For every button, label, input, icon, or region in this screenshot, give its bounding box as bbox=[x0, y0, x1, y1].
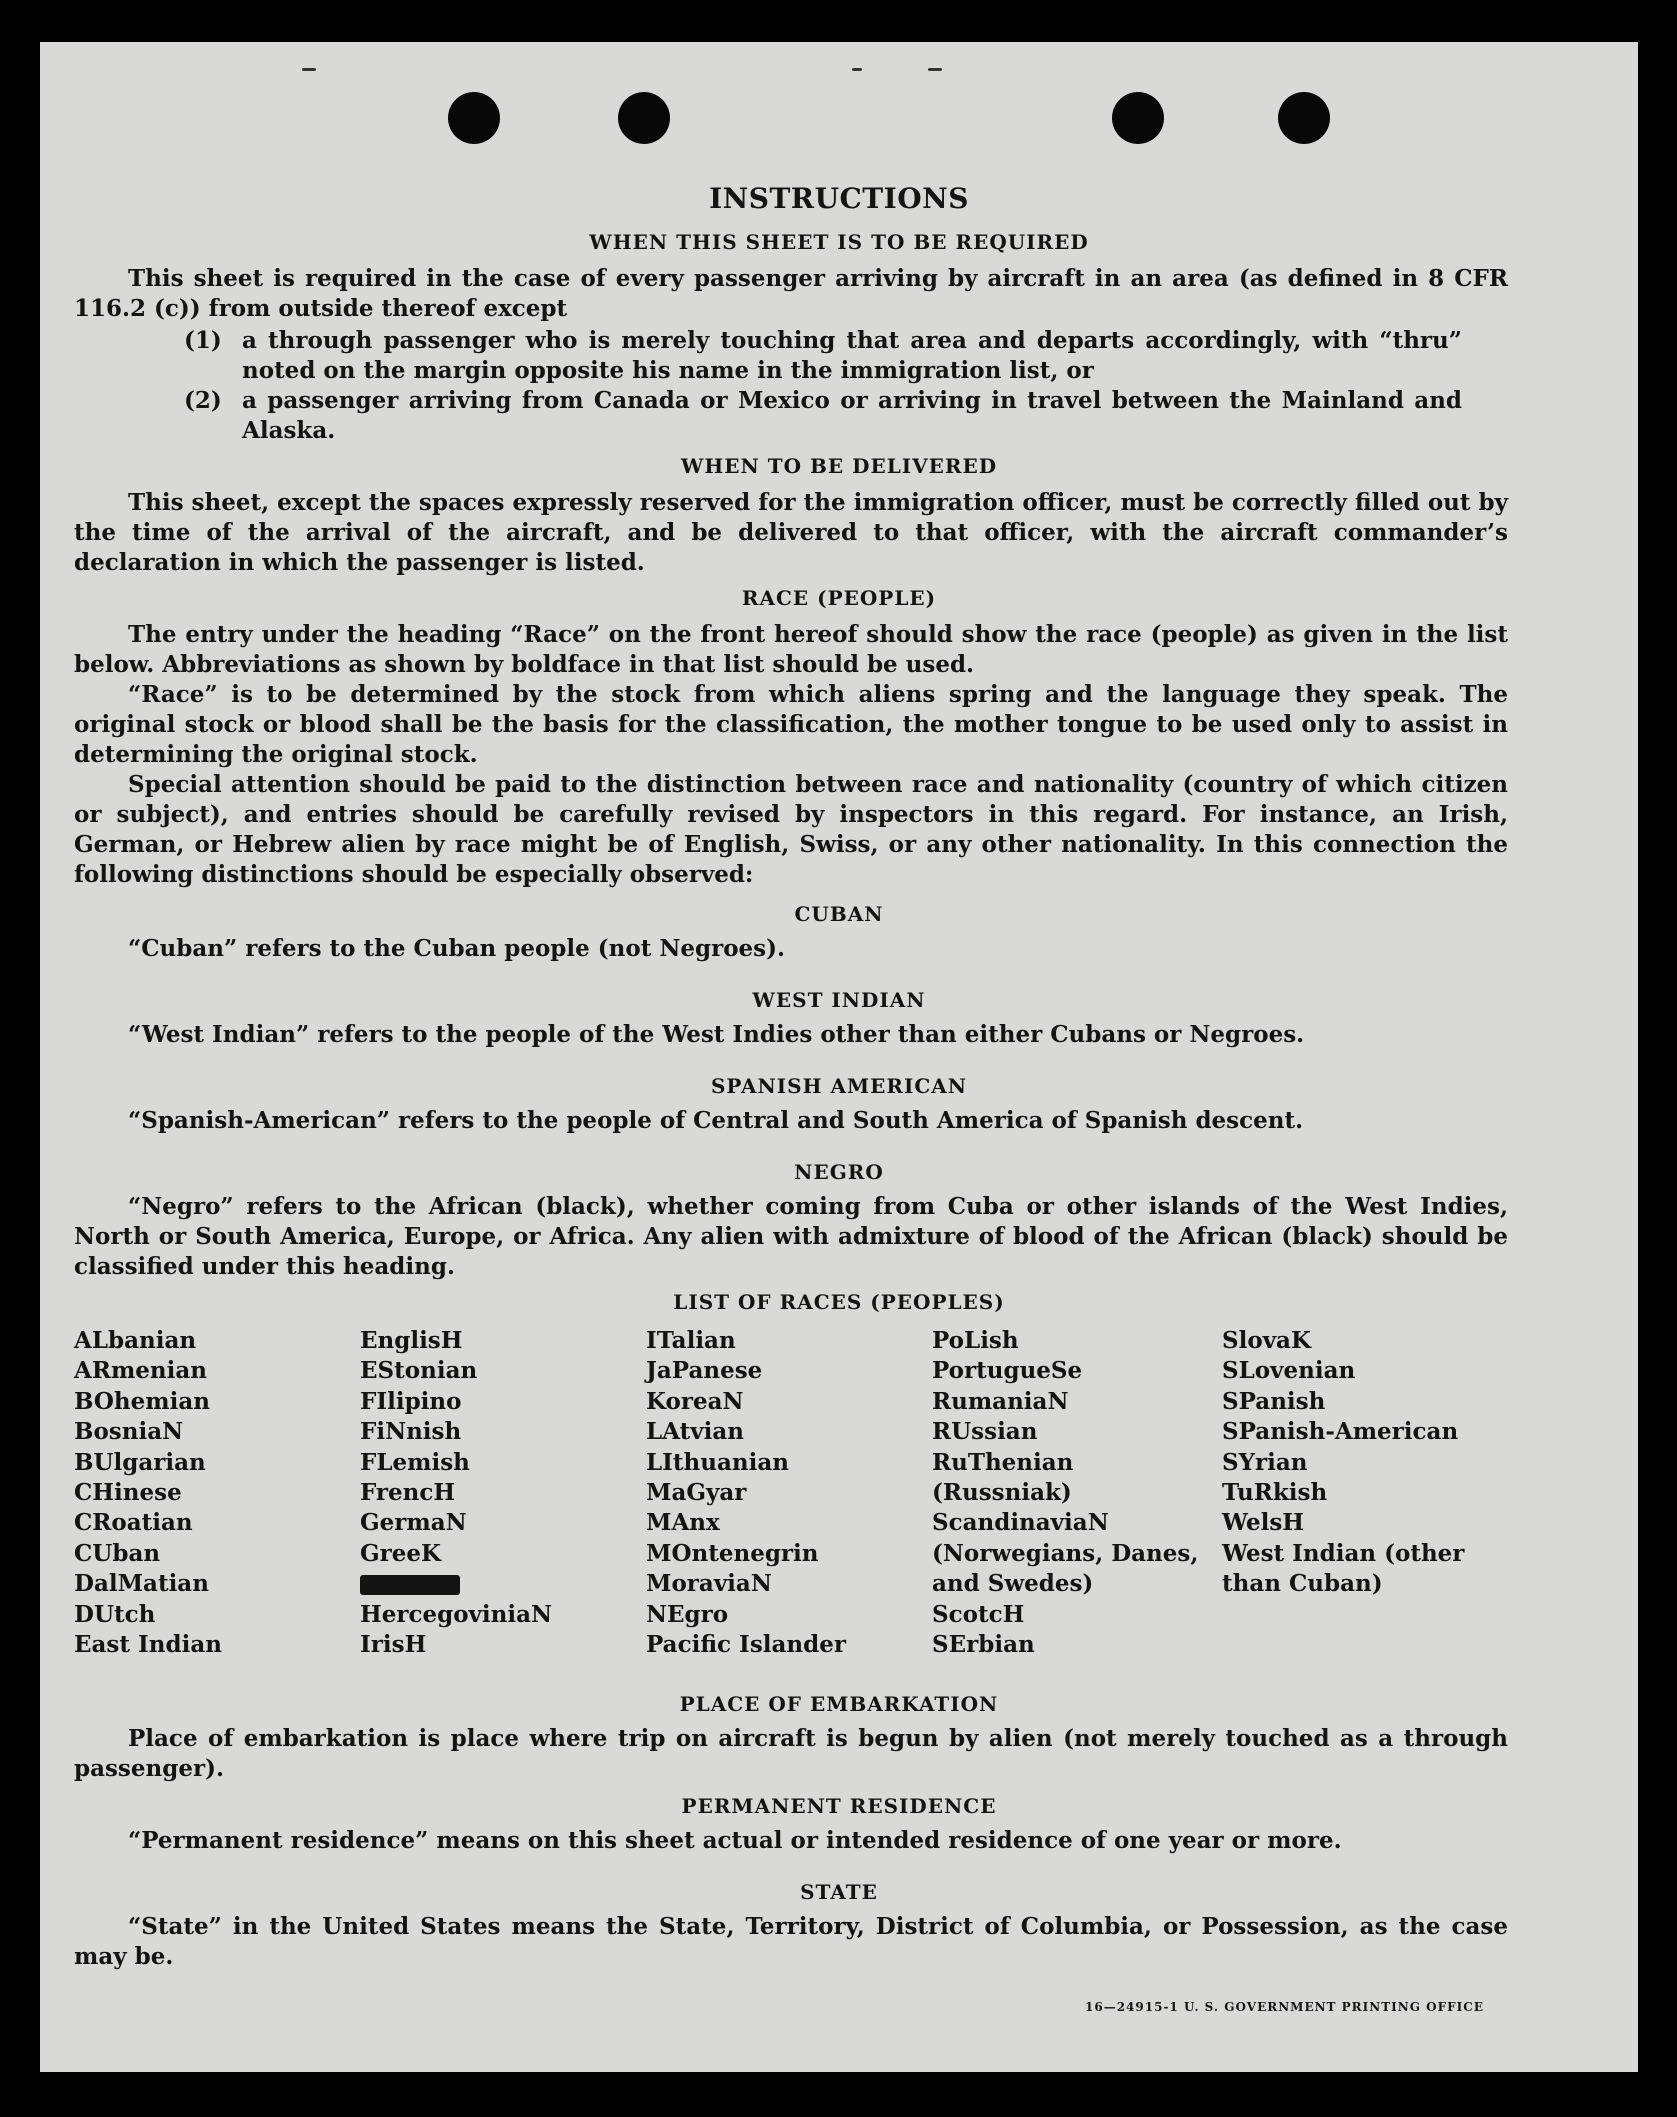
state-text: “State” in the United States means the State, Territory, District of Columbia, or Possession, as the case may be. bbox=[74, 1913, 1508, 1970]
residence-text: “Permanent residence” means on this sheet actual or intended residence of one year or more. bbox=[128, 1827, 1342, 1854]
race-entry: CRoatian bbox=[74, 1509, 193, 1537]
race-entry: RUssian bbox=[932, 1418, 1038, 1446]
race-entry: FrencH bbox=[360, 1479, 456, 1507]
embarkation-heading: PLACE OF EMBARKATION bbox=[679, 1692, 999, 1716]
embarkation-text: Place of embarkation is place where trip on aircraft is begun by alien (not merely touched as a through passenger). bbox=[74, 1725, 1508, 1782]
races-column-2 bbox=[360, 1326, 640, 1660]
race-entry: EStonian bbox=[360, 1357, 478, 1385]
race-entry: KoreaN bbox=[646, 1387, 744, 1415]
scan-mark bbox=[928, 68, 942, 71]
race-entry: GermaN bbox=[360, 1509, 467, 1537]
spanish-american-text: “Spanish-American” refers to the people of Central and South America of Spanish descent. bbox=[128, 1107, 1304, 1134]
west-indian-text: “West Indian” refers to the people of the West Indies other than either Cubans or Negroes. bbox=[128, 1021, 1305, 1048]
race-entry: RuThenian (Russniak) bbox=[932, 1448, 1074, 1507]
races-column-3 bbox=[646, 1326, 926, 1660]
exception-number: (1) bbox=[184, 327, 222, 354]
scan-mark bbox=[302, 68, 316, 71]
race-entry: LAtvian bbox=[646, 1418, 744, 1446]
instructions-heading: INSTRUCTIONS bbox=[709, 182, 969, 215]
race-entry: MOntenegrin bbox=[646, 1539, 819, 1567]
race-entry: ScotcH bbox=[932, 1600, 1025, 1628]
race-entry: WelsH bbox=[1222, 1509, 1305, 1537]
exception-number: (2) bbox=[184, 387, 222, 414]
when-required-heading: WHEN THIS SHEET IS TO BE REQUIRED bbox=[589, 230, 1089, 254]
redacted-entry bbox=[360, 1569, 640, 1599]
exception-text: a passenger arriving from Canada or Mexico or arriving in travel between the Mainland and Alaska. bbox=[242, 387, 1462, 444]
race-entry: ITalian bbox=[646, 1327, 736, 1354]
negro-heading: NEGRO bbox=[794, 1160, 884, 1184]
race-entry: PoLish bbox=[932, 1327, 1019, 1354]
cuban-heading: CUBAN bbox=[794, 902, 884, 926]
race-entry: BOhemian bbox=[74, 1387, 210, 1415]
race-entry: SPanish-American bbox=[1222, 1418, 1459, 1446]
race-entry: LIthuanian bbox=[646, 1448, 789, 1476]
state-heading: STATE bbox=[800, 1880, 878, 1904]
races-column-4 bbox=[932, 1326, 1202, 1660]
race-entry: MoraviaN bbox=[646, 1570, 772, 1598]
races-column-1 bbox=[74, 1326, 354, 1660]
residence-heading: PERMANENT RESIDENCE bbox=[681, 1794, 997, 1818]
negro-paragraph bbox=[74, 1192, 1508, 1282]
race-entry: SErbian bbox=[932, 1631, 1035, 1659]
punch-hole bbox=[1112, 92, 1164, 144]
punch-hole bbox=[448, 92, 500, 144]
race-entry: NEgro bbox=[646, 1600, 729, 1628]
race-entry: GreeK bbox=[360, 1539, 442, 1567]
race-entry: CUban bbox=[74, 1539, 161, 1567]
race-entry: HercegoviniaN bbox=[360, 1600, 553, 1628]
race-paragraph-1: The entry under the heading “Race” on the front hereof should show the race (people) as given in the list below. Abbreviations as shown by boldface in that list should be used. bbox=[74, 621, 1508, 678]
state-paragraph bbox=[74, 1912, 1508, 1972]
delivered-paragraph bbox=[74, 488, 1508, 578]
race-entry: DalMatian bbox=[74, 1570, 209, 1598]
race-entry: JaPanese bbox=[646, 1357, 763, 1385]
race-entry: BosniaN bbox=[74, 1418, 184, 1446]
race-entry: ScandinaviaN (Norwegians, Danes, and Swedes) bbox=[932, 1509, 1199, 1598]
race-entry: West Indian (other than Cuban) bbox=[1222, 1539, 1465, 1598]
race-entry: SYrian bbox=[1222, 1448, 1308, 1476]
exception-text: a through passenger who is merely touching that area and departs accordingly, with “thru” noted on the margin opposite his name in the immigration list, or bbox=[242, 327, 1462, 384]
spanish-american-paragraph bbox=[74, 1106, 1508, 1136]
when-delivered-heading: WHEN TO BE DELIVERED bbox=[680, 454, 998, 478]
punch-hole bbox=[618, 92, 670, 144]
race-entry: SLovenian bbox=[1222, 1357, 1356, 1385]
cuban-text: “Cuban” refers to the Cuban people (not Negroes). bbox=[128, 935, 786, 962]
required-intro bbox=[74, 264, 1508, 324]
race-paragraphs bbox=[74, 620, 1508, 890]
race-entry: FLemish bbox=[360, 1448, 470, 1476]
spanish-american-heading: SPANISH AMERICAN bbox=[710, 1074, 968, 1098]
delivered-text: This sheet, except the spaces expressly reserved for the immigration officer, must be correctly filled out by the time of the arrival of the aircraft, and be delivered to that officer, with the aircraft commander’s declaration in which the passenger is listed. bbox=[74, 489, 1508, 576]
race-heading: RACE (PEOPLE) bbox=[741, 586, 937, 610]
west-indian-paragraph bbox=[74, 1020, 1508, 1050]
race-entry: DUtch bbox=[74, 1600, 156, 1628]
list-of-races-heading: LIST OF RACES (PEOPLES) bbox=[673, 1290, 1005, 1314]
race-entry: MaGyar bbox=[646, 1479, 747, 1507]
race-entry: SPanish bbox=[1222, 1387, 1326, 1415]
race-entry: Pacific Islander bbox=[646, 1631, 846, 1659]
race-entry: CHinese bbox=[74, 1479, 182, 1507]
cuban-paragraph bbox=[74, 934, 1508, 964]
race-entry: BUlgarian bbox=[74, 1448, 206, 1476]
printer-imprint: 16—24915-1 U. S. GOVERNMENT PRINTING OFFICE bbox=[1085, 2000, 1484, 2014]
race-entry: East Indian bbox=[74, 1631, 222, 1659]
punch-hole bbox=[1278, 92, 1330, 144]
scan-mark bbox=[852, 68, 862, 71]
redaction-mark bbox=[360, 1575, 460, 1595]
race-entry: FIlipino bbox=[360, 1387, 462, 1415]
race-entry: FiNnish bbox=[360, 1418, 462, 1446]
west-indian-heading: WEST INDIAN bbox=[752, 988, 926, 1012]
race-entry: EnglisH bbox=[360, 1327, 463, 1354]
race-entry: ARmenian bbox=[74, 1357, 208, 1385]
race-paragraph-2: “Race” is to be determined by the stock from which aliens spring and the language they speak. The original stock or blood shall be the basis for the classification, the mother tongue to be used only to assist in determining the original stock. bbox=[74, 681, 1508, 768]
race-entry: IrisH bbox=[360, 1631, 427, 1659]
document-sheet bbox=[40, 42, 1638, 2072]
residence-paragraph bbox=[74, 1826, 1508, 1856]
race-entry: MAnx bbox=[646, 1509, 720, 1537]
race-entry: SlovaK bbox=[1222, 1327, 1311, 1354]
race-entry: RumaniaN bbox=[932, 1387, 1069, 1415]
races-column-5 bbox=[1222, 1326, 1472, 1600]
negro-text: “Negro” refers to the African (black), whether coming from Cuba or other islands of the West Indies, North or South America, Europe, or Africa. Any alien with admixture of blood of the African (black) should be classified under this heading. bbox=[74, 1193, 1508, 1280]
race-paragraph-3: Special attention should be paid to the distinction between race and nationality (country of which citizen or subject), and entries should be carefully revised by inspectors in this regard. For instance, an Irish, German, or Hebrew alien by race might be of English, Swiss, or any other nationality. In this connection the following distinctions should be especially observed: bbox=[74, 771, 1508, 888]
race-entry: ALbanian bbox=[74, 1327, 197, 1354]
embarkation-paragraph bbox=[74, 1724, 1508, 1784]
race-entry: PortugueSe bbox=[932, 1357, 1083, 1385]
required-intro-text: This sheet is required in the case of every passenger arriving by aircraft in an area (as defined in 8 CFR 116.2 (c)) from outside thereof except bbox=[74, 265, 1508, 322]
race-entry: TuRkish bbox=[1222, 1479, 1328, 1507]
